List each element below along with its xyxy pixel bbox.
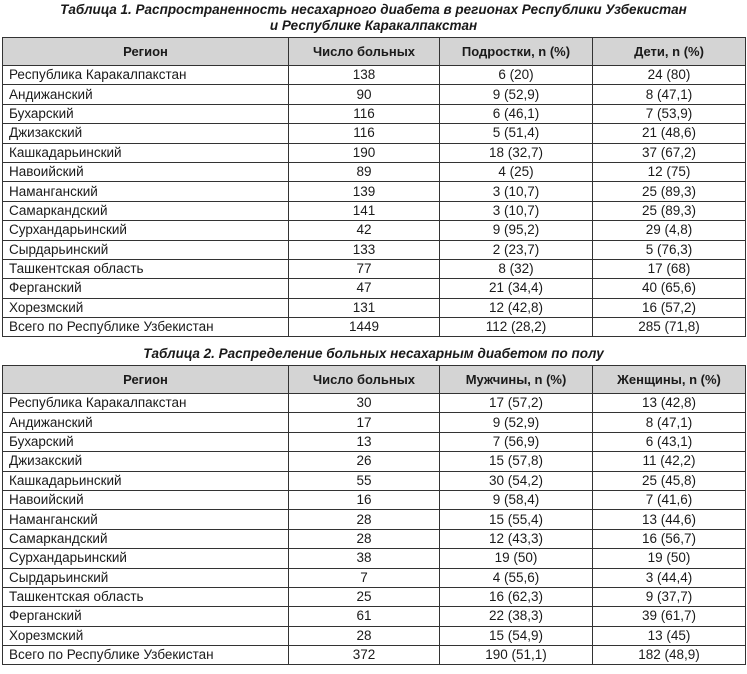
table2-patients-cell: 16 <box>289 490 440 509</box>
table2-row <box>3 452 746 471</box>
table2-group2-cell: 7 (41,6) <box>593 490 746 509</box>
table2-row <box>3 490 746 509</box>
table2-patients-cell: 13 <box>289 432 440 451</box>
table2-row <box>3 626 746 645</box>
table2-region-cell: Наманганский <box>3 510 289 529</box>
table2-group1-cell: 15 (55,4) <box>440 510 593 529</box>
table1-group2-cell: 24 (80) <box>593 66 746 85</box>
table2-group2-cell: 11 (42,2) <box>593 452 746 471</box>
table1-group2-cell: 37 (67,2) <box>593 143 746 162</box>
table2-region-cell: Всего по Республике Узбекистан <box>3 646 289 665</box>
table1-patients-cell: 116 <box>289 104 440 123</box>
table2-region-cell: Бухарский <box>3 432 289 451</box>
table2-region-cell: Ташкентская область <box>3 587 289 606</box>
table2-group1-cell: 4 (55,6) <box>440 568 593 587</box>
table2-group1-cell: 7 (56,9) <box>440 432 593 451</box>
table1-header-patients: Число больных <box>289 38 440 66</box>
table1-patients-cell: 42 <box>289 221 440 240</box>
table2-group1-cell: 22 (38,3) <box>440 607 593 626</box>
table2-group2-cell: 39 (61,7) <box>593 607 746 626</box>
table2-group2-cell: 3 (44,4) <box>593 568 746 587</box>
table1-region-cell: Джизакский <box>3 124 289 143</box>
table1-prevalence <box>2 37 746 337</box>
table1-group1-cell: 21 (34,4) <box>440 279 593 298</box>
table1-group1-cell: 8 (32) <box>440 259 593 278</box>
table2-patients-cell: 38 <box>289 549 440 568</box>
table2-patients-cell: 55 <box>289 471 440 490</box>
table1-caption-line2: и Республике Каракалпакстан <box>269 18 478 33</box>
table1-patients-cell: 141 <box>289 201 440 220</box>
table2-group2-cell: 13 (45) <box>593 626 746 645</box>
table2-row <box>3 568 746 587</box>
table1-group1-cell: 9 (52,9) <box>440 85 593 104</box>
table2-patients-cell: 28 <box>289 626 440 645</box>
table1-group1-cell: 4 (25) <box>440 162 593 181</box>
table1-row <box>3 318 746 337</box>
table1-region-cell: Ферганский <box>3 279 289 298</box>
table1-header-region: Регион <box>3 38 289 66</box>
table1-patients-cell: 89 <box>289 162 440 181</box>
table2-group2-cell: 16 (56,7) <box>593 529 746 548</box>
table1-row <box>3 259 746 278</box>
table1-patients-cell: 139 <box>289 182 440 201</box>
table1-row <box>3 124 746 143</box>
table2-header-region: Регион <box>3 366 289 394</box>
table1-row <box>3 279 746 298</box>
table1-region-cell: Навоийский <box>3 162 289 181</box>
table2-group1-cell: 15 (57,8) <box>440 452 593 471</box>
table2-body <box>3 394 746 665</box>
table2-caption: Таблица 2. Распределение больных несахарным диабетом по полу <box>143 346 604 361</box>
table2-group2-cell: 25 (45,8) <box>593 471 746 490</box>
table2-header-patients: Число больных <box>289 366 440 394</box>
table2-group2-cell: 19 (50) <box>593 549 746 568</box>
table1-group2-cell: 21 (48,6) <box>593 124 746 143</box>
table1-row <box>3 182 746 201</box>
table2-header-men: Мужчины, n (%) <box>440 366 593 394</box>
table2-group2-cell: 6 (43,1) <box>593 432 746 451</box>
table1-group2-cell: 5 (76,3) <box>593 240 746 259</box>
table2-region-cell: Хорезмский <box>3 626 289 645</box>
table1-row <box>3 162 746 181</box>
table1-patients-cell: 133 <box>289 240 440 259</box>
table2-row <box>3 587 746 606</box>
table2-region-cell: Сырдарьинский <box>3 568 289 587</box>
table2-group1-cell: 15 (54,9) <box>440 626 593 645</box>
table1-patients-cell: 116 <box>289 124 440 143</box>
table1-header-adolescents: Подростки, n (%) <box>440 38 593 66</box>
table2-group2-cell: 13 (44,6) <box>593 510 746 529</box>
table1-row <box>3 221 746 240</box>
table1-group1-cell: 5 (51,4) <box>440 124 593 143</box>
table1-group1-cell: 6 (46,1) <box>440 104 593 123</box>
table1-group1-cell: 6 (20) <box>440 66 593 85</box>
table2-patients-cell: 30 <box>289 394 440 413</box>
table1-row <box>3 298 746 317</box>
table1-caption-line1: Таблица 1. Распространенность несахарного диабета в регионах Республики Узбекистан <box>60 2 687 17</box>
table1-row <box>3 240 746 259</box>
table1-group2-cell: 16 (57,2) <box>593 298 746 317</box>
table1-group2-cell: 8 (47,1) <box>593 85 746 104</box>
table1-group2-cell: 12 (75) <box>593 162 746 181</box>
table1-row <box>3 104 746 123</box>
table2-group2-cell: 9 (37,7) <box>593 587 746 606</box>
table2-row <box>3 471 746 490</box>
table2-group1-cell: 190 (51,1) <box>440 646 593 665</box>
table2-row <box>3 413 746 432</box>
table2-gender-distribution <box>2 365 746 665</box>
table2-group1-cell: 9 (52,9) <box>440 413 593 432</box>
table2-region-cell: Кашкадарьинский <box>3 471 289 490</box>
table1-group2-cell: 17 (68) <box>593 259 746 278</box>
table1-group2-cell: 40 (65,6) <box>593 279 746 298</box>
table1-group1-cell: 3 (10,7) <box>440 201 593 220</box>
table1-group1-cell: 12 (42,8) <box>440 298 593 317</box>
table1-group2-cell: 25 (89,3) <box>593 182 746 201</box>
table2-patients-cell: 28 <box>289 510 440 529</box>
table1-group1-cell: 9 (95,2) <box>440 221 593 240</box>
table2-group2-cell: 8 (47,1) <box>593 413 746 432</box>
table2-row <box>3 607 746 626</box>
table2-row <box>3 510 746 529</box>
table1-region-cell: Сырдарьинский <box>3 240 289 259</box>
table1-body <box>3 66 746 337</box>
table1-row <box>3 85 746 104</box>
table1-header-children: Дети, n (%) <box>593 38 746 66</box>
table1-group1-cell: 112 (28,2) <box>440 318 593 337</box>
table1-patients-cell: 47 <box>289 279 440 298</box>
table1-group2-cell: 285 (71,8) <box>593 318 746 337</box>
table1-group2-cell: 7 (53,9) <box>593 104 746 123</box>
table1-row <box>3 66 746 85</box>
table2-group1-cell: 30 (54,2) <box>440 471 593 490</box>
table2-header-women: Женщины, n (%) <box>593 366 746 394</box>
table2-group1-cell: 17 (57,2) <box>440 394 593 413</box>
table2-patients-cell: 372 <box>289 646 440 665</box>
table1-region-cell: Сурхандарьинский <box>3 221 289 240</box>
table1-group2-cell: 25 (89,3) <box>593 201 746 220</box>
table2-region-cell: Самаркандский <box>3 529 289 548</box>
table2-patients-cell: 28 <box>289 529 440 548</box>
table1-region-cell: Бухарский <box>3 104 289 123</box>
table2-region-cell: Сурхандарьинский <box>3 549 289 568</box>
table2-group2-cell: 182 (48,9) <box>593 646 746 665</box>
table2-region-cell: Навоийский <box>3 490 289 509</box>
table2-group1-cell: 16 (62,3) <box>440 587 593 606</box>
table2-group1-cell: 9 (58,4) <box>440 490 593 509</box>
table2-patients-cell: 7 <box>289 568 440 587</box>
table2-patients-cell: 25 <box>289 587 440 606</box>
table2-row <box>3 646 746 665</box>
table2-row <box>3 432 746 451</box>
table2-row <box>3 529 746 548</box>
table2-header-row <box>3 366 746 394</box>
table2-row <box>3 549 746 568</box>
table2-patients-cell: 26 <box>289 452 440 471</box>
table2-row <box>3 394 746 413</box>
table1-region-cell: Кашкадарьинский <box>3 143 289 162</box>
table2-group2-cell: 13 (42,8) <box>593 394 746 413</box>
table2-region-cell: Джизакский <box>3 452 289 471</box>
table1-region-cell: Наманганский <box>3 182 289 201</box>
table1-group1-cell: 3 (10,7) <box>440 182 593 201</box>
table1-region-cell: Андижанский <box>3 85 289 104</box>
table2-region-cell: Андижанский <box>3 413 289 432</box>
table1-patients-cell: 131 <box>289 298 440 317</box>
table2-patients-cell: 61 <box>289 607 440 626</box>
table1-region-cell: Всего по Республике Узбекистан <box>3 318 289 337</box>
table1-patients-cell: 138 <box>289 66 440 85</box>
table2-region-cell: Республика Каракалпакстан <box>3 394 289 413</box>
table1-region-cell: Республика Каракалпакстан <box>3 66 289 85</box>
table1-region-cell: Самаркандский <box>3 201 289 220</box>
table2-patients-cell: 17 <box>289 413 440 432</box>
table1-caption <box>0 2 747 34</box>
table2-region-cell: Ферганский <box>3 607 289 626</box>
table1-patients-cell: 1449 <box>289 318 440 337</box>
table1-group1-cell: 18 (32,7) <box>440 143 593 162</box>
table2-group1-cell: 12 (43,3) <box>440 529 593 548</box>
table2-group1-cell: 19 (50) <box>440 549 593 568</box>
table1-patients-cell: 77 <box>289 259 440 278</box>
table1-region-cell: Ташкентская область <box>3 259 289 278</box>
table1-header-row <box>3 38 746 66</box>
table1-group1-cell: 2 (23,7) <box>440 240 593 259</box>
table1-row <box>3 143 746 162</box>
table1-row <box>3 201 746 220</box>
table1-group2-cell: 29 (4,8) <box>593 221 746 240</box>
table1-patients-cell: 190 <box>289 143 440 162</box>
table1-patients-cell: 90 <box>289 85 440 104</box>
table1-region-cell: Хорезмский <box>3 298 289 317</box>
